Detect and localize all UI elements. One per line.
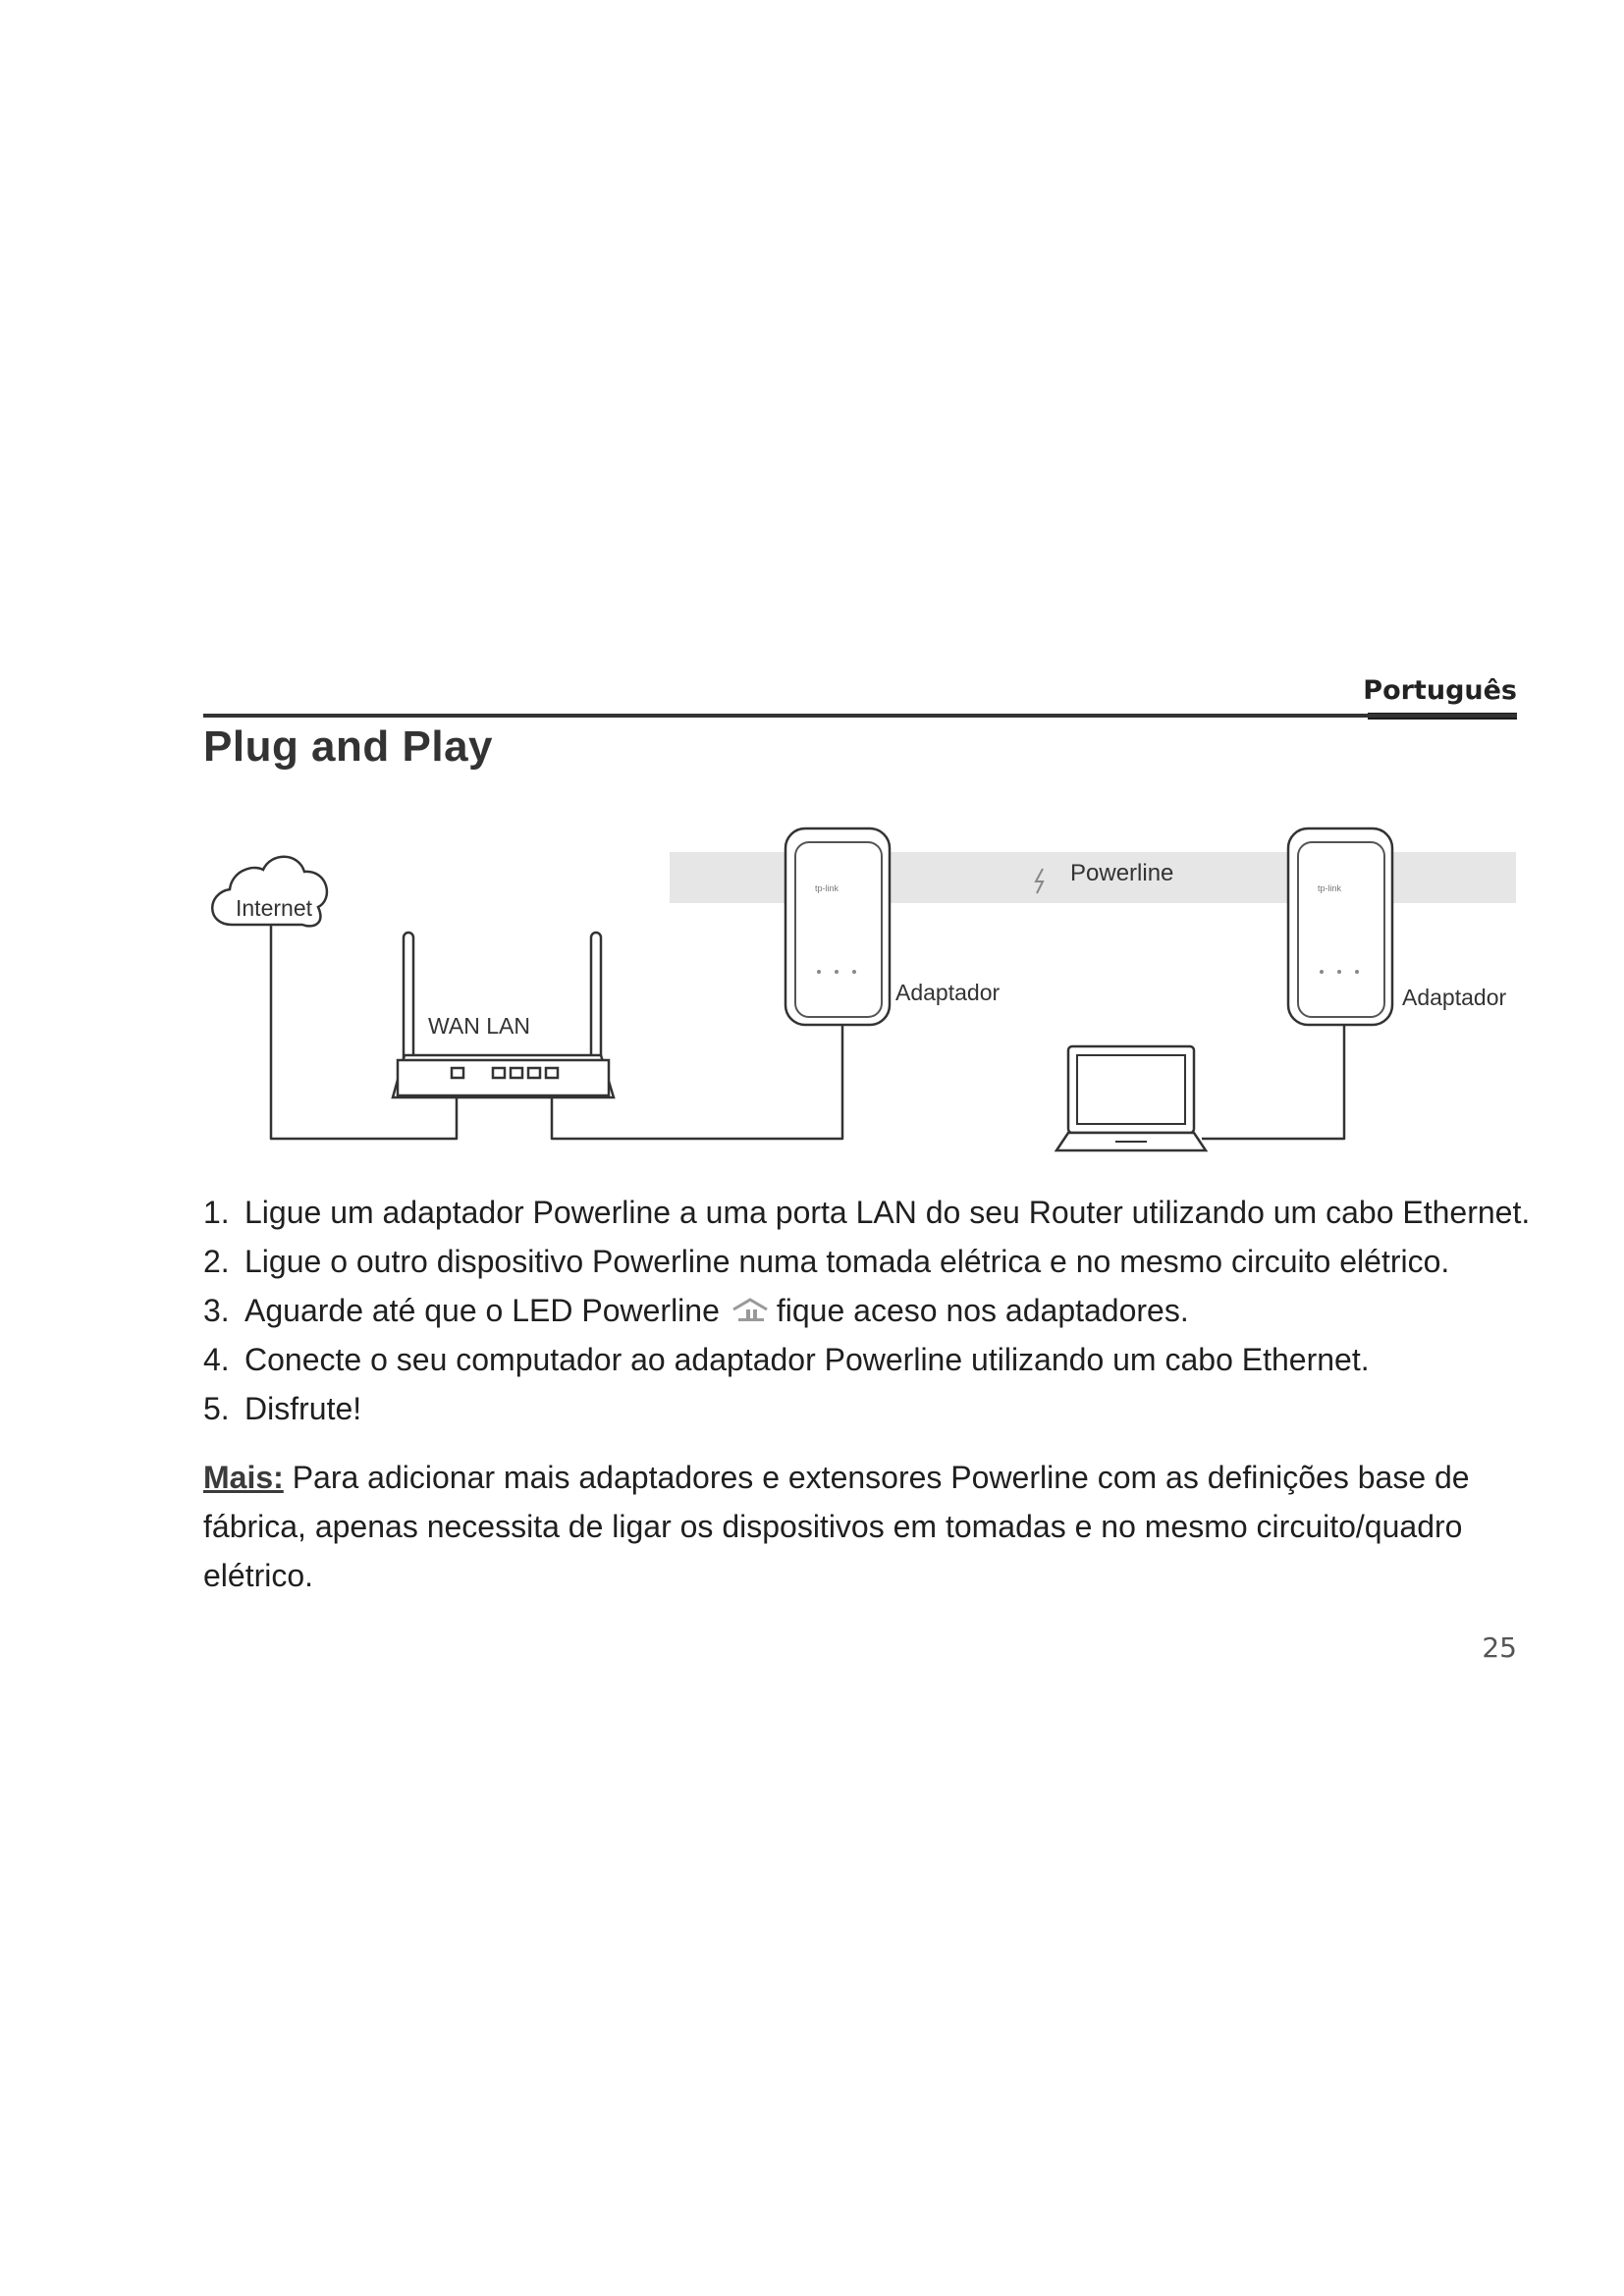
- laptop-icon: [1056, 1046, 1206, 1150]
- step-number: 1.: [203, 1195, 230, 1230]
- note-text: Para adicionar mais adaptadores e extensores Powerline com as definições base de fábrica, apenas necessita de ligar os dispositivos em tomadas e no mesmo circuito/quadro elétrico.: [203, 1460, 1470, 1593]
- step-3: [203, 1286, 1539, 1335]
- internet-label: Internet: [236, 895, 312, 921]
- router-ports-label: WAN LAN: [428, 1013, 530, 1039]
- note-label: Mais:: [203, 1460, 284, 1495]
- step-text-before: Aguarde até que o LED Powerline: [244, 1293, 720, 1328]
- page-title: Plug and Play: [203, 722, 494, 771]
- step-4: [203, 1335, 1539, 1384]
- step-number: 5.: [203, 1391, 230, 1426]
- language-label: Português: [1363, 675, 1517, 706]
- step-number: 4.: [203, 1342, 230, 1377]
- powerline-led-icon: [730, 1290, 771, 1339]
- note-paragraph: [203, 1453, 1524, 1600]
- step-1: [203, 1188, 1539, 1237]
- header-rule: [203, 714, 1517, 718]
- step-number: 2.: [203, 1244, 230, 1279]
- step-5: [203, 1384, 1539, 1433]
- step-text: Conecte o seu computador ao adaptador Powerline utilizando um cabo Ethernet.: [244, 1342, 1370, 1377]
- adapter-left-label: Adaptador: [895, 980, 1001, 1005]
- instruction-list: [203, 1188, 1539, 1433]
- adapter-left-brand: tp-link: [815, 883, 839, 893]
- adapter-right-label: Adaptador: [1402, 985, 1507, 1010]
- step-2: [203, 1237, 1539, 1286]
- step-text: Disfrute!: [244, 1391, 362, 1426]
- adapter-left-icon: [785, 828, 890, 1025]
- step-text-after: fique aceso nos adaptadores.: [776, 1293, 1189, 1328]
- adapter-right-brand: tp-link: [1318, 883, 1342, 893]
- laptop-adapter-cable: [1202, 1023, 1344, 1139]
- page-number: 25: [1482, 1631, 1517, 1664]
- step-text: Ligue o outro dispositivo Powerline numa tomada elétrica e no mesmo circuito elétrico.: [244, 1244, 1450, 1279]
- step-text: Ligue um adaptador Powerline a uma porta LAN do seu Router utilizando um cabo Ethernet.: [244, 1195, 1531, 1230]
- powerline-label: Powerline: [1070, 860, 1174, 886]
- network-diagram: [196, 815, 1522, 1168]
- step-number: 3.: [203, 1293, 230, 1328]
- adapter-right-icon: [1288, 828, 1392, 1025]
